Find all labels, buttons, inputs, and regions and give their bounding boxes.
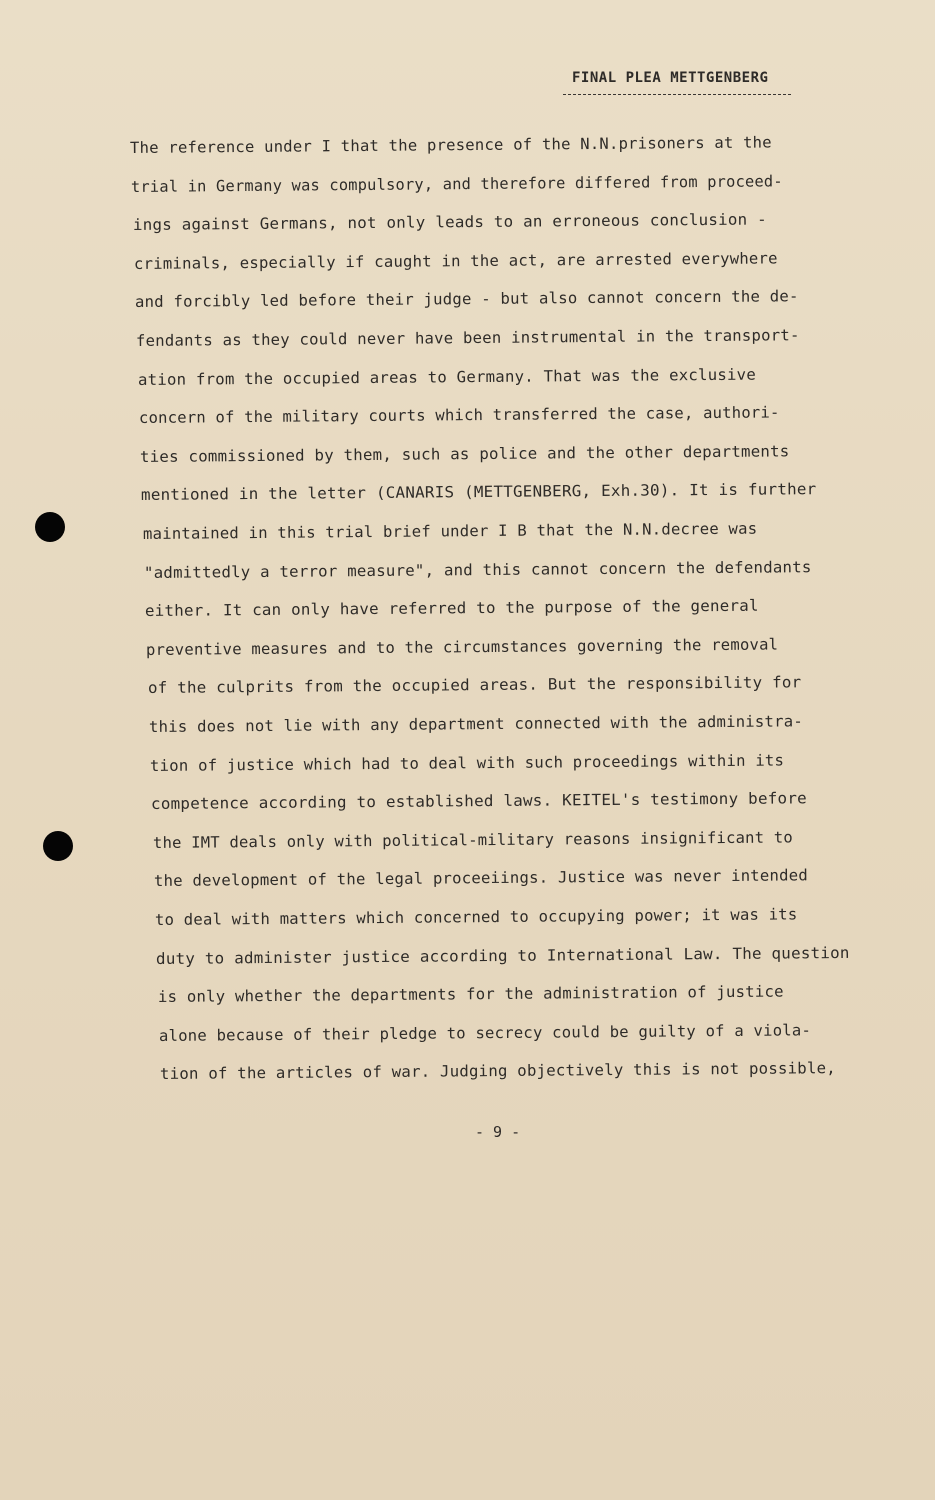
- body-line: "admittedly a terror measure", and this cannot concern the defendants: [143, 557, 812, 582]
- body-line: concern of the military courts which transferred the case, authori-: [138, 403, 780, 428]
- body-line: ation from the occupied areas to Germany. That was the exclusive: [137, 365, 757, 389]
- body-line: The reference under I that the presence of the N.N.prisoners at the: [129, 133, 772, 157]
- body-line: to deal with matters which concerned to occupying power; it was its: [154, 905, 798, 929]
- body-line: this does not lie with any department connected with the administra-: [148, 712, 804, 736]
- body-line: duty to administer justice according to International Law. The question: [155, 943, 850, 968]
- body-line: and forcibly led before their judge - but also cannot concern the de-: [134, 287, 799, 312]
- body-line: the IMT deals only with political-military reasons insignificant to: [152, 828, 793, 852]
- body-line: tion of justice which had to deal with such proceedings within its: [149, 751, 785, 775]
- body-line: the development of the legal proceeiings. Justice was never intended: [153, 866, 809, 891]
- page-number: - 9 -: [475, 1123, 521, 1141]
- body-line: maintained in this trial brief under I B that the N.N.decree was: [142, 519, 758, 543]
- body-line: trial in Germany was compulsory, and therefore differed from proceed-: [130, 171, 783, 196]
- body-line: mentioned in the letter (CANARIS (METTGENBERG, Exh.30). It is further: [140, 480, 817, 505]
- body-line: criminals, especially if caught in the act, are arrested everywhere: [133, 249, 778, 273]
- body-line: either. It can only have referred to the purpose of the general: [144, 596, 759, 621]
- page-header-title: FINAL PLEA METTGENBERG: [572, 70, 769, 86]
- body-line: of the culprits from the occupied areas. But the responsibility for: [147, 673, 802, 698]
- body-line: is only whether the departments for the administration of justice: [157, 982, 784, 1007]
- body-line: preventive measures and to the circumstances governing the removal: [145, 635, 779, 659]
- punch-hole: [43, 831, 73, 861]
- body-line: competence according to established laws. KEITEL's testimony before: [150, 789, 807, 814]
- body-line: fendants as they could never have been instrumental in the transport-: [135, 326, 800, 350]
- punch-hole: [35, 512, 65, 542]
- body-line: alone because of their pledge to secrecy could be guilty of a viola-: [158, 1021, 812, 1045]
- body-line: ings against Germans, not only leads to an erroneous conclusion -: [132, 210, 767, 235]
- body-line: tion of the articles of war. Judging objectively this is not possible,: [159, 1059, 836, 1084]
- body-line: ties commissioned by them, such as police and the other departments: [139, 442, 790, 466]
